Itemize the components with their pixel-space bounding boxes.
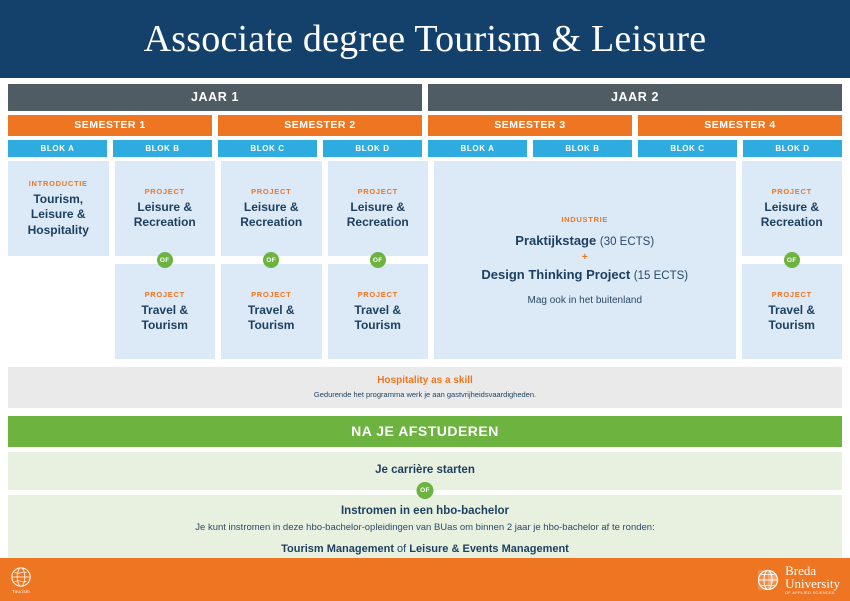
course-kicker: INDUSTRIE [561, 214, 609, 224]
internship-name: Praktijkstage [515, 232, 597, 248]
breda-university-logo [755, 564, 840, 596]
internship-ects: (30 ECTS) [599, 235, 655, 248]
course-box-top [328, 161, 429, 256]
semester-cell-3: SEMESTER 3 [428, 115, 632, 136]
course-kicker: PROJECT [771, 186, 812, 196]
or-badge: OF [417, 482, 434, 499]
or-badge: OF [784, 252, 800, 268]
course-kicker: PROJECT [144, 186, 185, 196]
year-cell-1: JAAR 1 [8, 84, 422, 111]
course-title: Travel & Tourism [768, 302, 816, 332]
course-title: Leisure & Recreation [346, 199, 409, 229]
hospitality-title: Hospitality as a skill [377, 375, 473, 386]
program-conjunction: of [394, 543, 410, 555]
year-row [8, 84, 842, 111]
course-title: Travel & Tourism [247, 302, 295, 332]
page-title: Associate degree Tourism & Leisure [143, 18, 707, 60]
program-two: Leisure & Events Management [409, 543, 569, 555]
career-title: Je carrière starten [375, 464, 475, 476]
course-box-top [115, 161, 216, 256]
abroad-note: Mag ook in het buitenland [527, 294, 643, 306]
course-kicker: PROJECT [251, 186, 292, 196]
course-box-top [221, 161, 322, 256]
course-box-introductie [8, 161, 109, 256]
or-badge: OF [157, 252, 173, 268]
course-column-y2d [742, 161, 843, 359]
course-title: Travel & Tourism [141, 302, 189, 332]
bachelor-programs [8, 543, 842, 555]
blok-cell-2: BLOK B [113, 140, 212, 157]
bachelor-panel [8, 495, 842, 567]
blok-cell-1: BLOK A [8, 140, 107, 157]
curriculum-grid [0, 78, 850, 359]
course-column-y1a [8, 161, 109, 359]
course-column-y1c [221, 161, 322, 359]
program-one: Tourism Management [281, 543, 394, 555]
semester-cell-4: SEMESTER 4 [638, 115, 842, 136]
semester-cell-2: SEMESTER 2 [218, 115, 422, 136]
course-kicker: PROJECT [144, 289, 185, 299]
plus-symbol: + [581, 251, 588, 263]
blok-cell-6: BLOK B [533, 140, 632, 157]
semester-cell-1: SEMESTER 1 [8, 115, 212, 136]
course-box-bottom [115, 264, 216, 359]
breda-sphere-icon [755, 567, 781, 593]
blok-cell-5: BLOK A [428, 140, 527, 157]
internship-line [440, 233, 730, 248]
semester-row [8, 115, 842, 136]
course-kicker: PROJECT [251, 289, 292, 299]
or-badge: OF [263, 252, 279, 268]
course-title: Travel & Tourism [354, 302, 402, 332]
bachelor-title: Instromen in een hbo-bachelor [340, 505, 510, 517]
course-title: Tourism, Leisure & Hospitality [27, 191, 89, 237]
title-banner [0, 0, 850, 78]
course-title: Leisure & Recreation [240, 199, 303, 229]
project-line [440, 267, 730, 282]
course-title: Leisure & Recreation [133, 199, 196, 229]
breda-logo-line3: OF APPLIED SCIENCES [785, 590, 835, 595]
course-box-bottom [742, 264, 843, 359]
course-kicker: PROJECT [771, 289, 812, 299]
graduation-bar: NA JE AFSTUDEREN [8, 416, 842, 447]
course-column-y1b [115, 161, 216, 359]
course-kicker: PROJECT [357, 186, 398, 196]
blok-cell-7: BLOK C [638, 140, 737, 157]
course-title: Leisure & Recreation [760, 199, 823, 229]
course-column-y2abc [434, 161, 736, 359]
course-box-bottom [328, 264, 429, 359]
project-name: Design Thinking Project [481, 266, 631, 282]
blok-cell-3: BLOK C [218, 140, 317, 157]
course-box-top [742, 161, 843, 256]
course-columns [8, 161, 842, 359]
course-kicker: PROJECT [357, 289, 398, 299]
blok-cell-8: BLOK D [743, 140, 842, 157]
tourism-logo [10, 566, 32, 594]
globe-icon [10, 566, 32, 588]
project-ects: (15 ECTS) [633, 269, 689, 282]
footer-bar [0, 558, 850, 601]
course-column-y1d [328, 161, 429, 359]
or-badge: OF [370, 252, 386, 268]
hospitality-subtitle: Gedurende het programma werk je aan gastvrijheidsvaardigheden. [313, 390, 537, 399]
blok-cell-4: BLOK D [323, 140, 422, 157]
breda-logo-line1: Breda [785, 562, 817, 578]
course-box-bottom [221, 264, 322, 359]
course-kicker: INTRODUCTIE [28, 178, 88, 188]
hospitality-strip [8, 367, 842, 408]
course-box-industrie [434, 161, 736, 359]
blok-row [8, 140, 842, 157]
bachelor-subtitle: Je kunt instromen in deze hbo-bachelor-opleidingen van BUas om binnen 2 jaar je hbo-bachelor af te ronden: [195, 522, 655, 533]
tourism-logo-label: Tourism [12, 588, 30, 594]
breda-logo-line2: University [785, 575, 840, 591]
breda-logo-words [785, 564, 840, 596]
year-cell-2: JAAR 2 [428, 84, 842, 111]
